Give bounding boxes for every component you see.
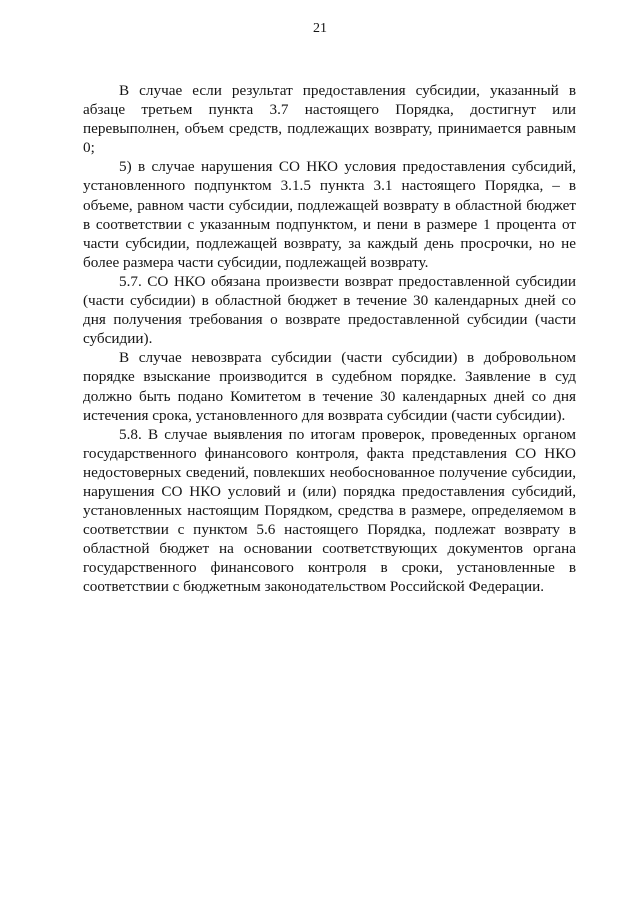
document-body xyxy=(83,81,576,597)
paragraph-violation-clause-5: 5) в случае нарушения СО НКО условия предоставления субсидий, установленного подпунктом 3.1.5 пункта 3.1 настоящего Порядка, – в объеме, равном части субсидии, подлежащей возврату в областной бюджет в соответствии с указанным подпунктом, и пени в размере 1 процента от части субсидии, подлежащей возврату, за каждый день просрочки, но не более размера части субсидии, подлежащей возврату. xyxy=(83,158,576,271)
paragraph-5-8-inspection-return: 5.8. В случае выявления по итогам проверок, проведенных органом государственного финансового контроля, факта представления СО НКО недостоверных сведений, повлекших необоснованное получение субсидии, нарушения СО НКО условий и (или) порядка предоставления субсидий, установленных настоящим Порядком, средства в размере, определяемом в соответствии с пунктом 5.6 настоящего Порядка, подлежат возврату в областной бюджет на основании соответствующих документов органа государственного финансового контроля в сроки, установленные в соответствии с бюджетным законодательством Российской Федерации. xyxy=(83,425,576,596)
paragraph-5-7-return-obligation: 5.7. СО НКО обязана произвести возврат предоставленной субсидии (части субсидии) в областной бюджет в течение 30 календарных дней со дня получения требования о возврате предоставленной субсидии (части субсидии). xyxy=(83,272,576,348)
page-number: 21 xyxy=(313,21,327,36)
paragraph-result-achieved: В случае если результат предоставления субсидии, указанный в абзаце третьем пункта 3.7 настоящего Порядка, достигнут или перевыполнен, объем средств, подлежащих возврату, принимается равным 0; xyxy=(83,82,576,157)
paragraph-non-return-court: В случае невозврата субсидии (части субсидии) в добровольном порядке взыскание производится в судебном порядке. Заявление в суд должно быть подано Комитетом в течение 30 календарных дней со дня истечения срока, установленного для возврата субсидии (части субсидии). xyxy=(83,349,576,424)
